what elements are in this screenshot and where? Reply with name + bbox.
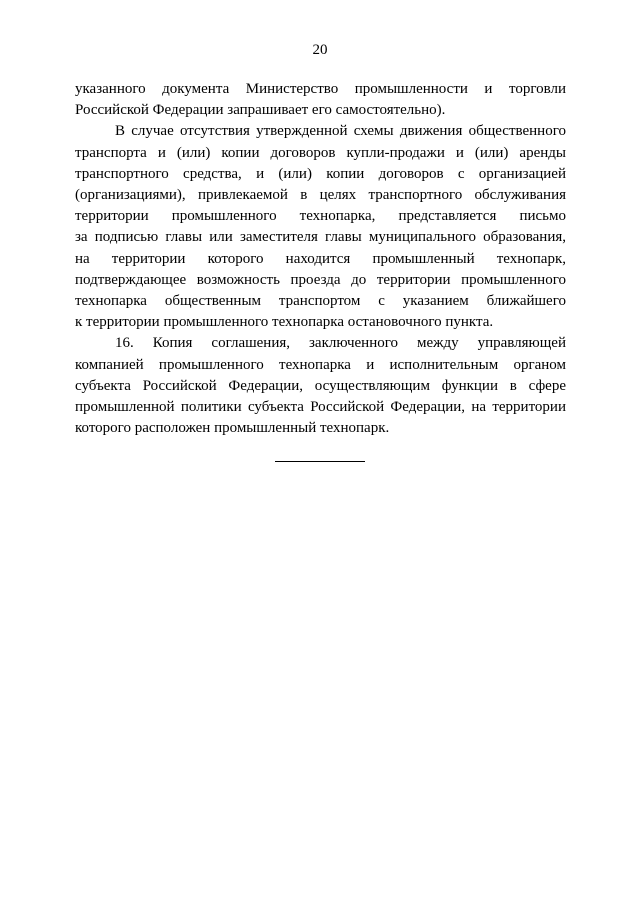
- text-line: подтверждающее возможность проезда до территории промышленного: [75, 271, 566, 288]
- text-line: указанного документа Министерство промышленности и торговли: [75, 81, 566, 97]
- text-line: технопарка общественным транспортом с указанием ближайшего: [75, 293, 566, 310]
- text-line: к территории промышленного технопарка остановочного пункта.: [75, 314, 494, 331]
- text-line: (организациями), привлекаемой в целях транспортного обслуживания: [75, 187, 566, 204]
- text-line: Российской Федерации запрашивает его самостоятельно).: [75, 102, 446, 119]
- paragraph-item-16: [75, 333, 566, 439]
- text-line: на территории которого находится промышленный технопарк,: [75, 250, 566, 267]
- text-line: 16. Копия соглашения, заключенного между управляющей: [115, 335, 566, 352]
- text-line: промышленной политики субъекта Российской Федерации, на территории: [75, 399, 566, 416]
- page-number: 20: [312, 42, 328, 58]
- paragraph-transport-scheme: [75, 121, 566, 333]
- text-line: В случае отсутствия утвержденной схемы движения общественного: [115, 123, 566, 140]
- text-line: территории промышленного технопарка, представляется письмо: [75, 208, 566, 225]
- text-line: субъекта Российской Федерации, осуществляющим функции в сфере: [75, 377, 566, 394]
- text-line: транспортного средства, и (или) копии договоров с организацией: [75, 165, 566, 182]
- text-line: компанией промышленного технопарка и исполнительным органом: [75, 356, 566, 373]
- text-line: которого расположен промышленный технопарк.: [75, 420, 390, 437]
- text-line: за подписью главы или заместителя главы муниципального образования,: [75, 229, 566, 246]
- document-body: [75, 79, 566, 439]
- paragraph-continuation: [75, 79, 566, 121]
- end-of-document-divider: [275, 461, 365, 462]
- text-line: транспорта и (или) копии договоров купли-продажи и (или) аренды: [75, 144, 566, 161]
